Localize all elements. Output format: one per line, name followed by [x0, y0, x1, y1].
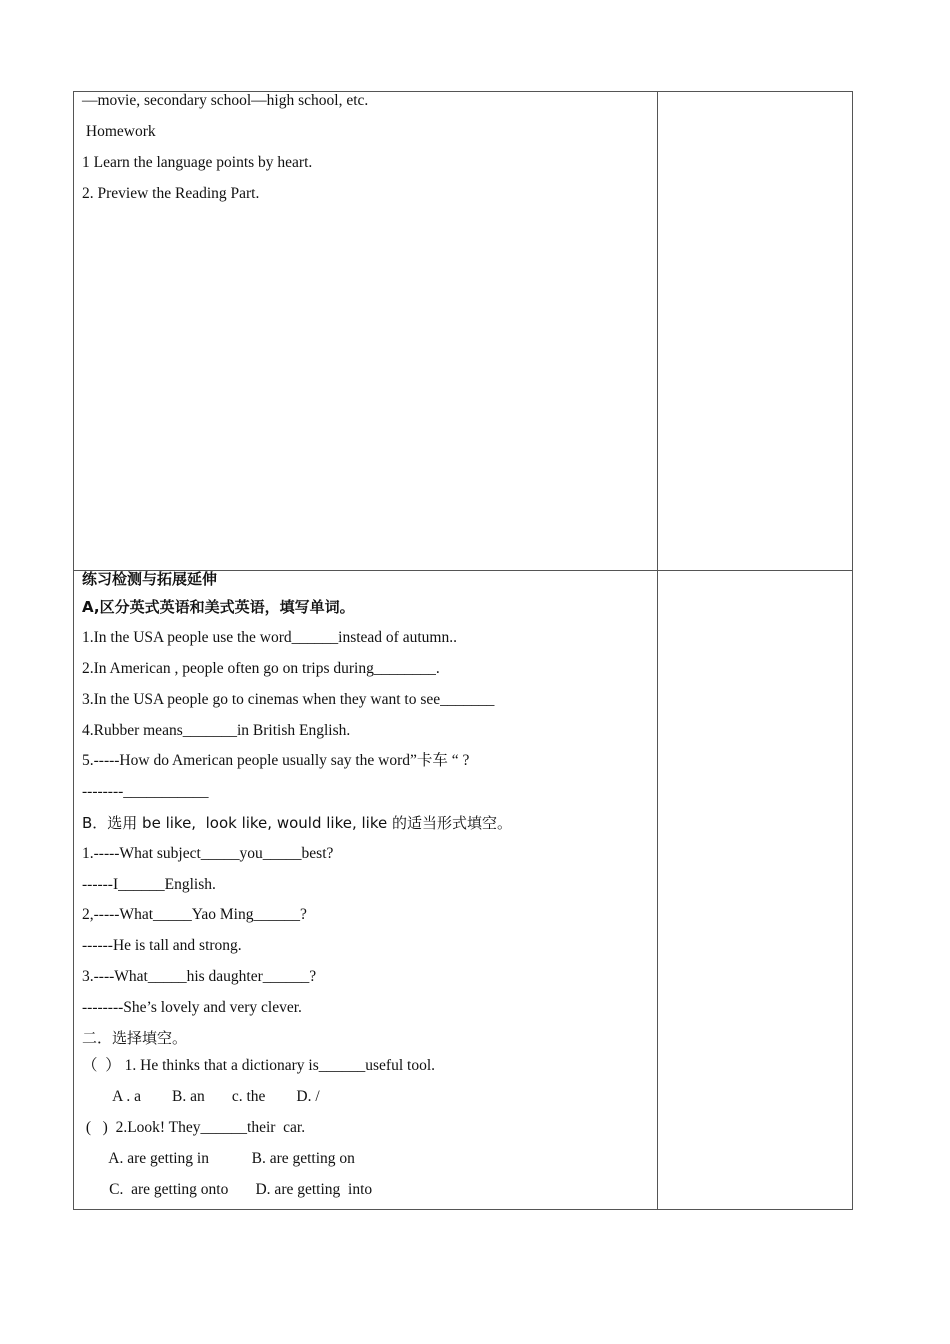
partA-item-5: 5.-----How do American people usually say the word”卡车 “ ?	[82, 752, 470, 769]
partC-item-1: （ ） 1. He thinks that a dictionary is______useful tool.	[82, 1057, 436, 1074]
partC-title: 二．选择填空。	[82, 1029, 188, 1047]
homework-item-2: 2. Preview the Reading Part.	[82, 185, 260, 202]
partB-title: B．选用 be like, look like, would like, like 的适当形式填空。	[82, 814, 512, 832]
partB-item-1: 1.-----What subject_____you_____best?	[82, 845, 334, 862]
s1-line-1: —movie, secondary school—high school, etc.	[82, 92, 369, 109]
partA-item-3: 3.In the USA people go to cinemas when they want to see_______	[82, 691, 495, 708]
partB-item-3: 2,-----What_____Yao Ming______?	[82, 906, 307, 923]
homework-heading: Homework	[82, 123, 156, 140]
section2-heading: 练习检测与拓展延伸	[82, 570, 218, 588]
partA-title: A,区分英式英语和美式英语，填写单词。	[82, 598, 355, 616]
partA-item-1: 1.In the USA people use the word______instead of autumn..	[82, 629, 457, 646]
partB-item-5: 3.----What_____his daughter______?	[82, 968, 317, 985]
partA-item-2: 2.In American , people often go on trips during________.	[82, 660, 440, 677]
homework-item-1: 1 Learn the language points by heart.	[82, 154, 313, 171]
partC-item-2-options-b: C. are getting onto D. are getting into	[82, 1181, 373, 1198]
partA-item-4: 4.Rubber means_______in British English.	[82, 722, 351, 739]
partB-item-4: ------He is tall and strong.	[82, 937, 242, 954]
partB-item-6: --------She’s lovely and very clever.	[82, 999, 302, 1016]
partC-item-1-options: A . a B. an c. the D. /	[82, 1088, 320, 1105]
partC-item-2-options-a: A. are getting in B. are getting on	[82, 1150, 355, 1167]
worksheet-table	[73, 91, 853, 1210]
partC-item-2: ( ) 2.Look! They______their car.	[82, 1119, 306, 1136]
column-divider	[657, 92, 658, 1209]
partB-item-2: ------I______English.	[82, 876, 216, 893]
partA-item-5-answer: --------___________	[82, 783, 209, 800]
